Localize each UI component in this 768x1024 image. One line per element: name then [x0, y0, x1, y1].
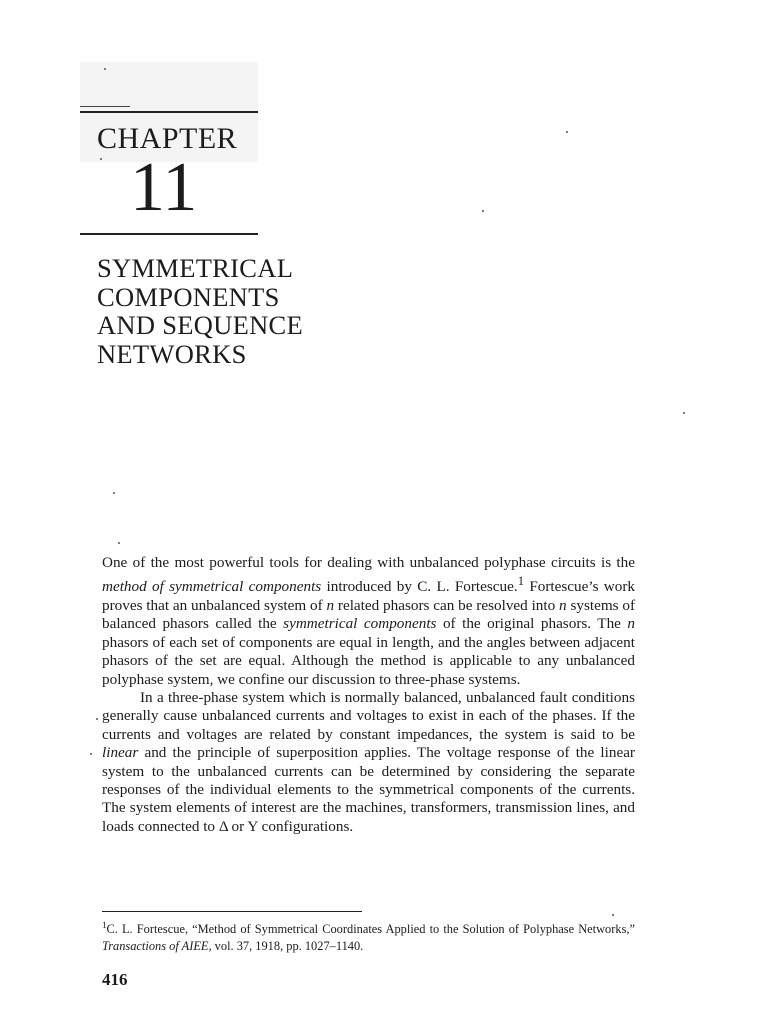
- chapter-label: CHAPTER: [97, 122, 238, 155]
- chapter-title: [97, 254, 303, 368]
- paragraph-intro: [102, 554, 635, 689]
- italic-term: symmetrical components: [283, 615, 437, 633]
- text-run: In a three-phase system which is normally balanced, unbalanced fault conditions generally cause unbalanced currents and voltages to exist in each of the phases. If the currents and voltages are related by constant impedances, the system is said to be: [102, 688, 635, 743]
- footnote-rule: [102, 911, 362, 912]
- text-run: related phasors can be resolved into: [334, 596, 560, 614]
- chapter-title-line: AND SEQUENCE: [97, 310, 304, 340]
- top-rule-short: [80, 106, 130, 107]
- italic-term: method of symmetrical components: [102, 578, 322, 596]
- footnote-number: 1: [102, 920, 107, 930]
- chapter-title-line: NETWORKS: [97, 338, 247, 369]
- text-run: One of the most powerful tools for dealing with unbalanced polyphase circuits is the: [102, 554, 635, 571]
- footnote-marker: 1: [517, 574, 525, 589]
- italic-variable: n: [559, 596, 567, 614]
- scan-speck: [90, 753, 92, 755]
- text-run: Fortescue’s work proves that an unbalanced system of: [102, 578, 635, 614]
- scan-speck: [612, 914, 614, 916]
- chapter-number: 11: [130, 149, 198, 226]
- scan-speck: [100, 158, 102, 160]
- scan-speck: [104, 68, 106, 70]
- text-run: introduced by C. L. Fortescue.: [321, 578, 518, 596]
- text-run: , vol. 37, 1918, pp. 1027–1140.: [208, 939, 364, 954]
- chapter-divider-rule: [80, 233, 258, 235]
- footnote: [102, 917, 635, 955]
- scan-speck: [113, 492, 115, 494]
- scan-speck: [566, 131, 568, 133]
- text-run: systems of balanced phasors called the: [102, 596, 636, 633]
- text-run: of the original phasors. The: [436, 615, 628, 633]
- text-run: phasors of each set of components are equal in length, and the angles between adjacent phasors of the set are equal. Although the method is applicable to any unbalanced polyphase system, we confine our discussion to three-phase systems.: [102, 633, 635, 688]
- italic-journal: Transactions of AIEE: [102, 939, 209, 954]
- paragraph-three-phase: [102, 689, 635, 836]
- chapter-title-line: SYMMETRICAL: [97, 253, 294, 283]
- chapter-title-line: COMPONENTS: [97, 281, 280, 312]
- scan-speck: [118, 542, 120, 544]
- text-run: and the principle of superposition applies. The voltage response of the linear system to the unbalanced currents can be determined by considering the separate responses of the individual elements to the symmetrical components of the currents. The system elements of interest are the machines, transformers, transmission lines, and loads connected to Δ or Y configurations.: [102, 744, 635, 835]
- italic-term: linear: [102, 744, 139, 762]
- italic-variable: n: [326, 596, 335, 614]
- page-number: 416: [102, 970, 128, 989]
- text-run: C. L. Fortescue, “Method of Symmetrical Coordinates Applied to the Solution of Polyphase Networks,”: [106, 922, 635, 937]
- italic-variable: n: [627, 615, 635, 633]
- scan-speck: [683, 412, 685, 414]
- scan-speck: [96, 718, 98, 720]
- body-text: [102, 554, 635, 836]
- top-rule: [80, 111, 258, 113]
- scan-speck: [482, 210, 484, 212]
